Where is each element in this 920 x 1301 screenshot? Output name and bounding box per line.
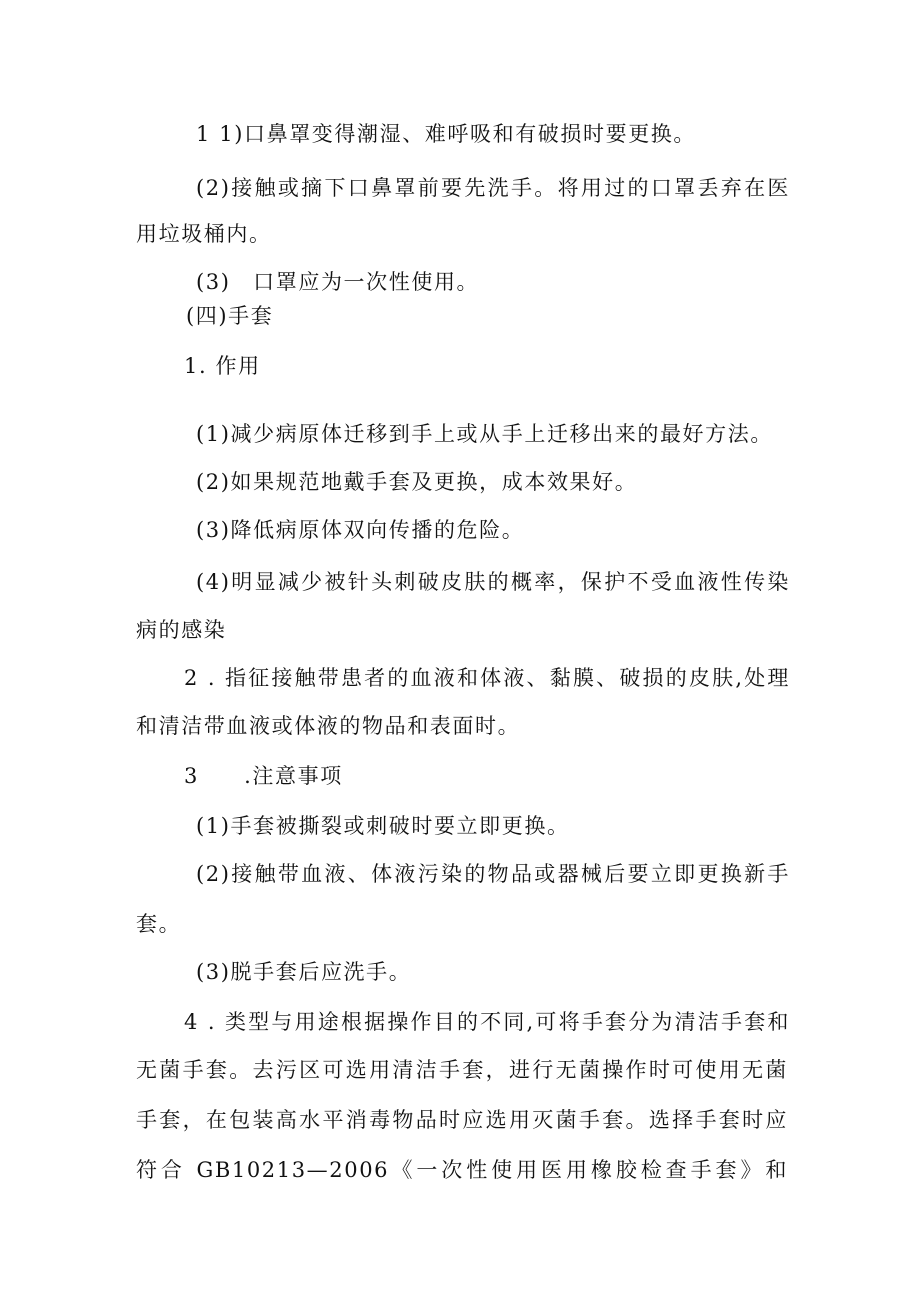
text-line: 手套，在包装高水平消毒物品时应选用灭菌手套。选择手套时应: [136, 1108, 788, 1132]
text-line: (3)脱手套后应洗手。: [196, 960, 412, 984]
text-line: (2)接触带血液、体液污染的物品或器械后要立即更换新手: [196, 862, 790, 886]
text-line: 用垃圾桶内。: [136, 222, 272, 246]
text-line: 1 1)口鼻罩变得潮湿、难呼吸和有破损时要更换。: [196, 122, 696, 146]
text-line: 套。: [136, 912, 182, 936]
text-line: (2)接触或摘下口鼻罩前要先洗手。将用过的口罩丢弃在医: [196, 176, 790, 200]
text-line: 2 . 指征接触带患者的血液和体液、黏膜、破损的皮肤,处理: [184, 666, 790, 690]
text-line: 和清洁带血液或体液的物品和表面时。: [136, 714, 521, 738]
text-line: 无菌手套。去污区可选用清洁手套，进行无菌操作时可使用无菌: [136, 1058, 788, 1082]
text-line: (1)手套被撕裂或刺破时要立即更换。: [196, 814, 570, 838]
text-line: (4)明显减少被针头刺破皮肤的概率，保护不受血液性传染: [196, 570, 790, 594]
text-line: (3) 口罩应为一次性使用。: [196, 270, 480, 294]
subsection-heading: 3 .注意事项: [184, 764, 343, 788]
text-line: 符合 GB10213—2006《一次性使用医用橡胶检查手套》和: [136, 1158, 788, 1182]
text-line: (1)减少病原体迁移到手上或从手上迁移出来的最好方法。: [196, 422, 773, 446]
subsection-heading: 1. 作用: [184, 354, 261, 378]
section-heading: (四)手套: [186, 304, 274, 328]
text-line: (2)如果规范地戴手套及更换，成本效果好。: [196, 470, 638, 494]
text-line: 病的感染: [136, 618, 227, 642]
text-line: (3)降低病原体双向传播的危险。: [196, 518, 525, 542]
text-line: 4 . 类型与用途根据操作目的不同,可将手套分为清洁手套和: [184, 1010, 790, 1034]
